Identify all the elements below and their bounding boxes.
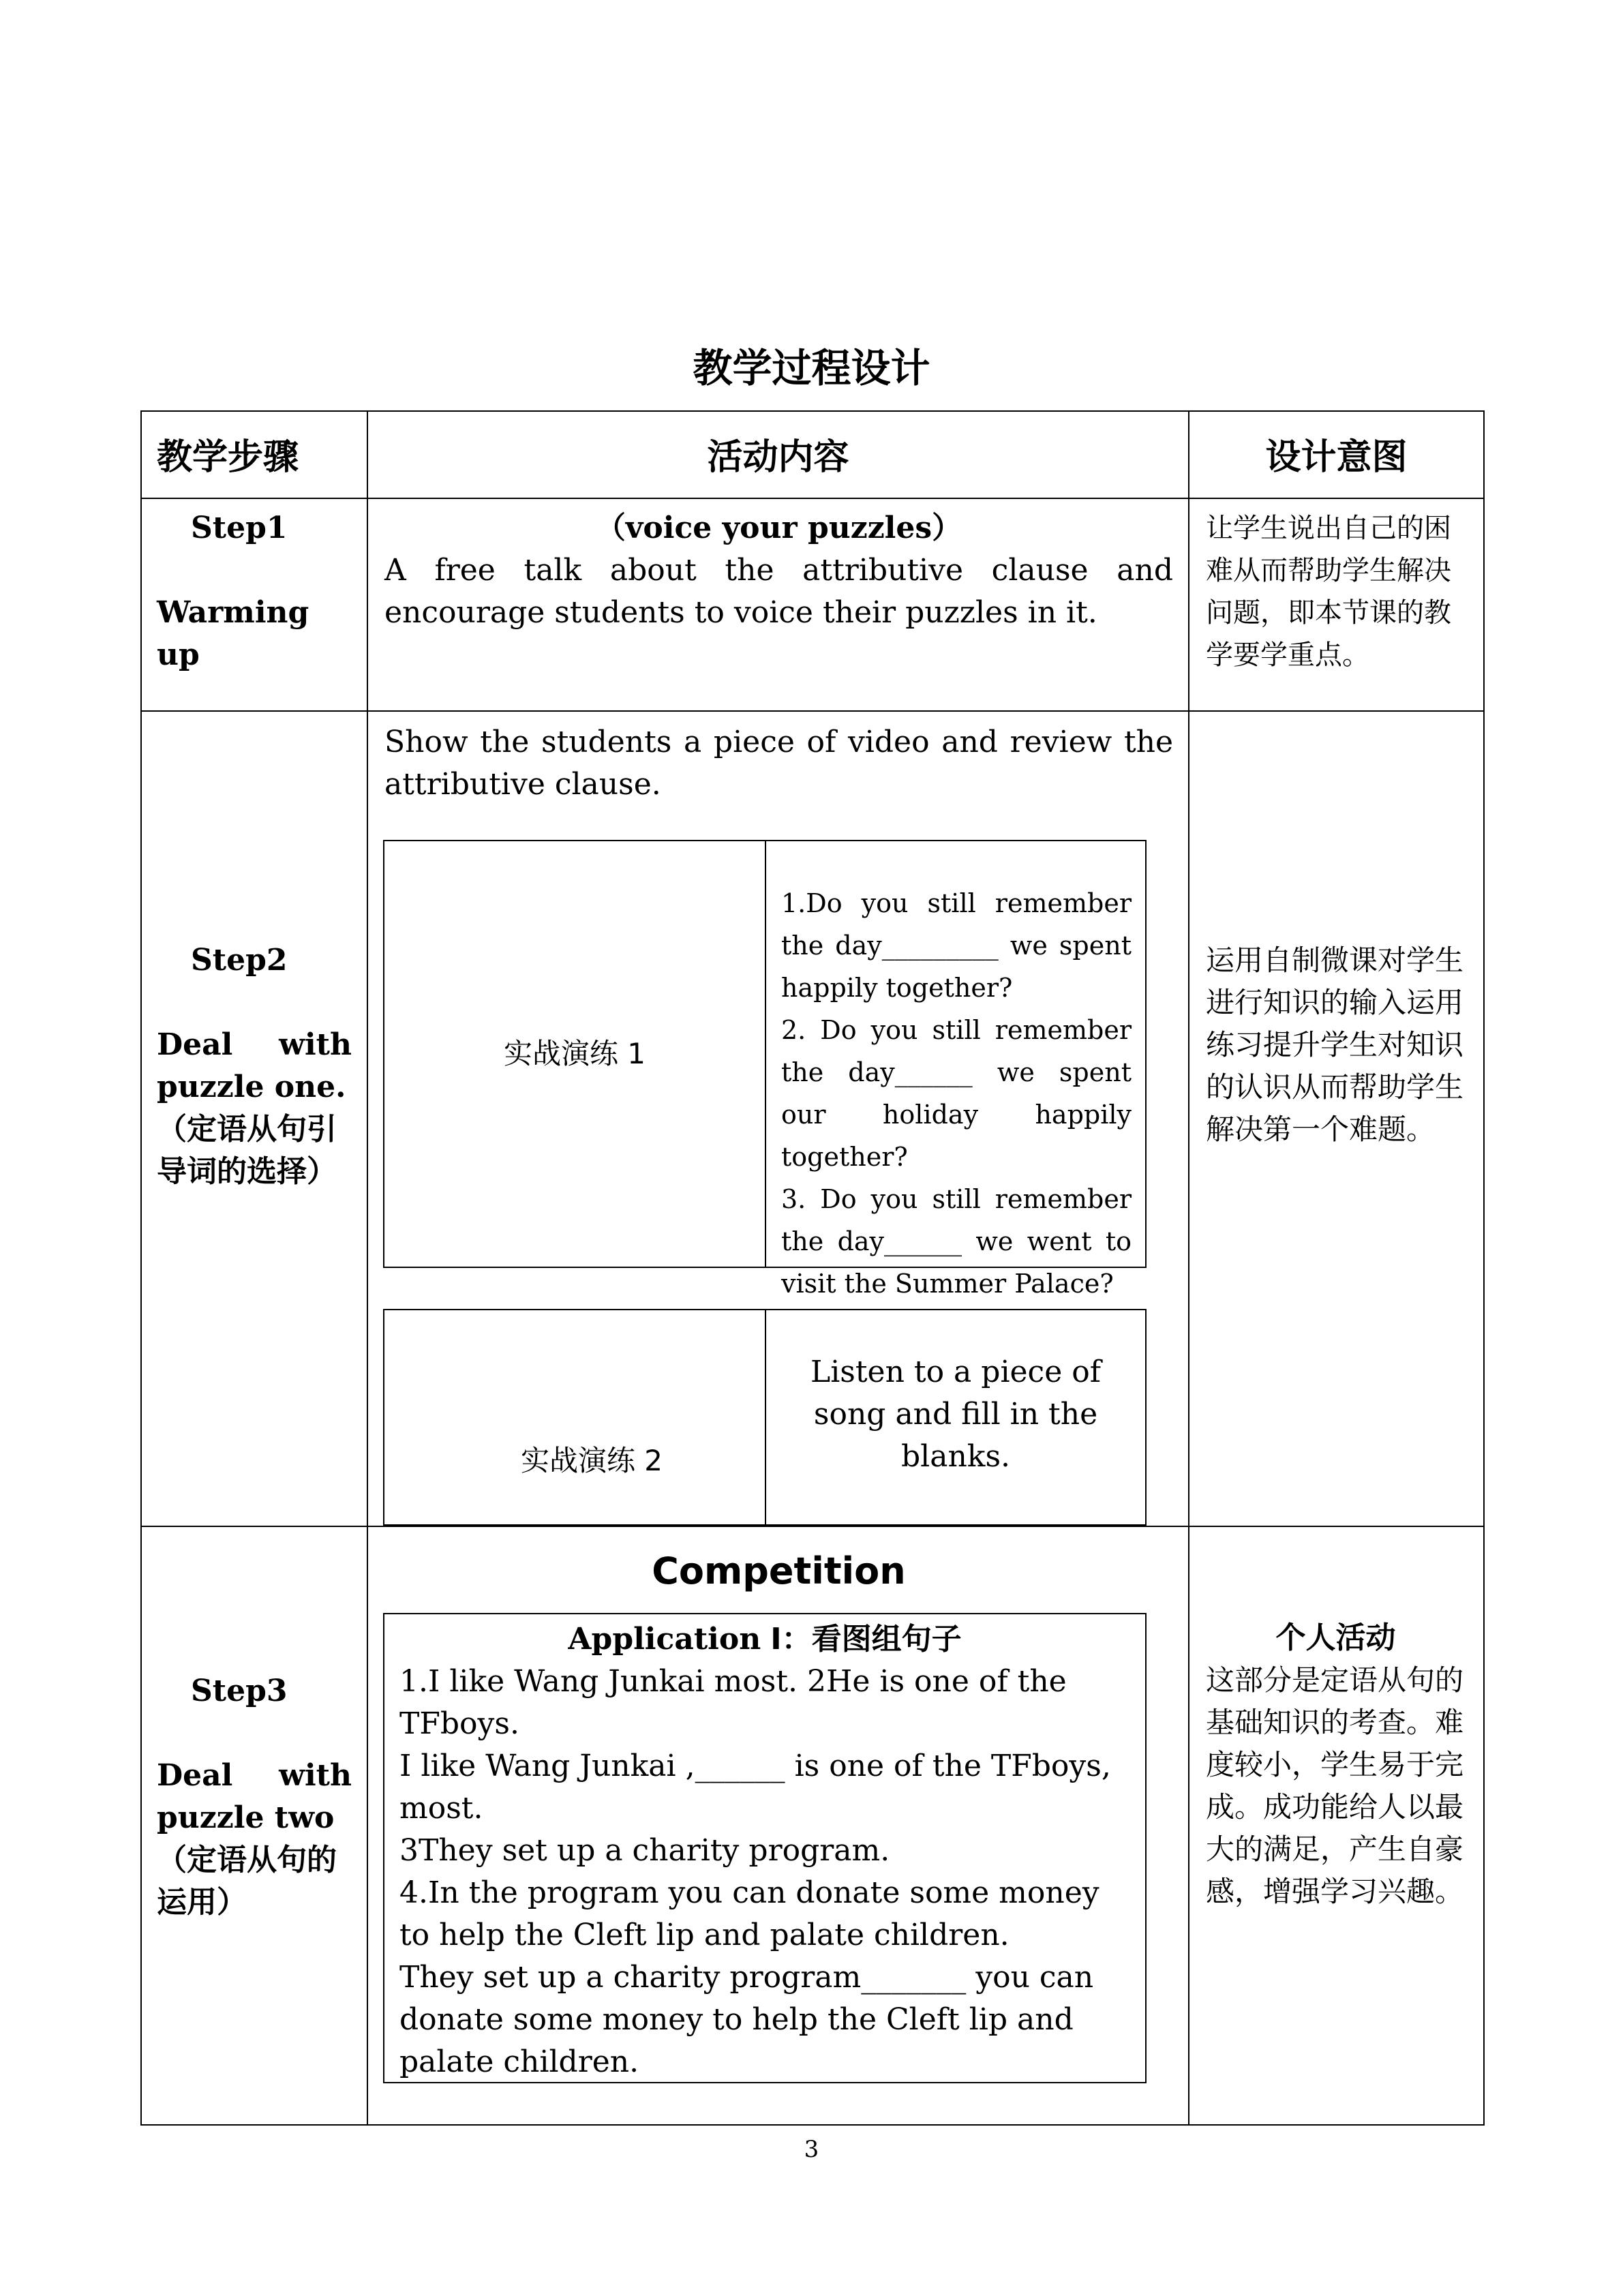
step3-cell — [141, 1526, 367, 2125]
step1-intent-text: 让学生说出自己的困难从而帮助学生解决问题，即本节课的教学要学重点。 — [1206, 513, 1451, 671]
application-line-4: 4.In the program you can donate some money to help the Cleft lip and palate children. — [399, 1875, 1099, 1952]
application-line-3: 3They set up a charity program. — [399, 1833, 890, 1868]
page-title: 教学过程设计 — [693, 345, 930, 391]
step3-content-title: Competition — [652, 1550, 906, 1592]
step1-content — [367, 498, 1189, 711]
application-title — [399, 1618, 1130, 1661]
step2-intent — [1189, 711, 1484, 1526]
application-title-en: Application — [568, 1622, 761, 1657]
step1-cell — [141, 498, 367, 711]
step2-content-text: Show the students a piece of video and review the attributive clause. — [384, 725, 1173, 802]
practice2-text: Listen to a piece of song and fill in the blanks. — [810, 1355, 1101, 1474]
step2-name: Deal with puzzle one. — [157, 1027, 352, 1104]
step2-cell — [141, 711, 367, 1526]
header-content: 活动内容 — [367, 411, 1189, 498]
step1-content-text: A free talk about the attributive clause and encourage students to voice their puzzles in it. — [384, 553, 1173, 630]
step2-row — [141, 711, 1484, 1526]
practice2-label-cell — [384, 1310, 765, 1524]
step3-intent-title: 个人活动 — [1275, 1620, 1396, 1655]
practice1-item-1: 1.Do you still remember the day_________ we spent happily together? — [781, 888, 1132, 1003]
step2-content — [367, 711, 1189, 1526]
practice1-items-cell — [766, 841, 1145, 1299]
practice1-label-cell — [384, 841, 765, 1267]
application-line-1: 1.I like Wang Junkai most. 2He is one of the TFboys. — [399, 1664, 1067, 1741]
application-title-cn: Ⅰ：看图组句子 — [770, 1622, 962, 1657]
application-line-2: I like Wang Junkai ,______ is one of the TFboys, most. — [399, 1749, 1111, 1826]
practice1-item-3: 3. Do you still remember the day______ we went to visit the Summer Palace? — [781, 1184, 1132, 1299]
practice1-item-2: 2. Do you still remember the day______ we spent our holiday happily together? — [781, 1015, 1132, 1172]
practice1-label: 实战演练 1 — [503, 1037, 646, 1070]
practice1-box — [383, 840, 1147, 1299]
step3-row — [141, 1526, 1484, 2125]
lesson-process-table — [140, 410, 1485, 2126]
step1-name: Warming up — [157, 595, 309, 672]
step1-label: Step1 — [191, 511, 288, 545]
step1-intent — [1189, 498, 1484, 711]
practice2-label: 实战演练 2 — [520, 1444, 663, 1477]
step3-label: Step3 — [191, 1674, 288, 1708]
table-header-row — [141, 411, 1484, 498]
step2-name-cn: （定语从句引导词的选择） — [157, 1112, 337, 1189]
step2-intent-text: 运用自制微课对学生进行知识的输入运用练习提升学生对知识的认识从而帮助学生解决第一个难题。 — [1206, 943, 1464, 1146]
practice2-text-cell — [766, 1310, 1145, 1524]
step2-label: Step2 — [191, 943, 288, 978]
step3-intent — [1189, 1526, 1484, 2125]
step1-row — [141, 498, 1484, 711]
step3-intent-text: 这部分是定语从句的基础知识的考查。难度较小，学生易于完成。成功能给人以最大的满足，产生自豪感，增强学习兴趣。 — [1206, 1663, 1464, 1908]
header-step: 教学步骤 — [141, 411, 367, 498]
header-intent: 设计意图 — [1189, 411, 1484, 498]
step3-content — [367, 1526, 1189, 2125]
practice2-box — [383, 1309, 1147, 1526]
step3-name: Deal with puzzle two — [157, 1758, 352, 1835]
step1-content-title: （voice your puzzles） — [595, 511, 962, 545]
step3-name-cn: （定语从句的运用） — [157, 1843, 337, 1920]
application-box — [383, 1613, 1147, 2083]
page-number: 3 — [804, 2136, 819, 2163]
application-line-5: They set up a charity program_______ you can donate some money to help the Cleft lip and palate children. — [399, 1960, 1094, 2079]
